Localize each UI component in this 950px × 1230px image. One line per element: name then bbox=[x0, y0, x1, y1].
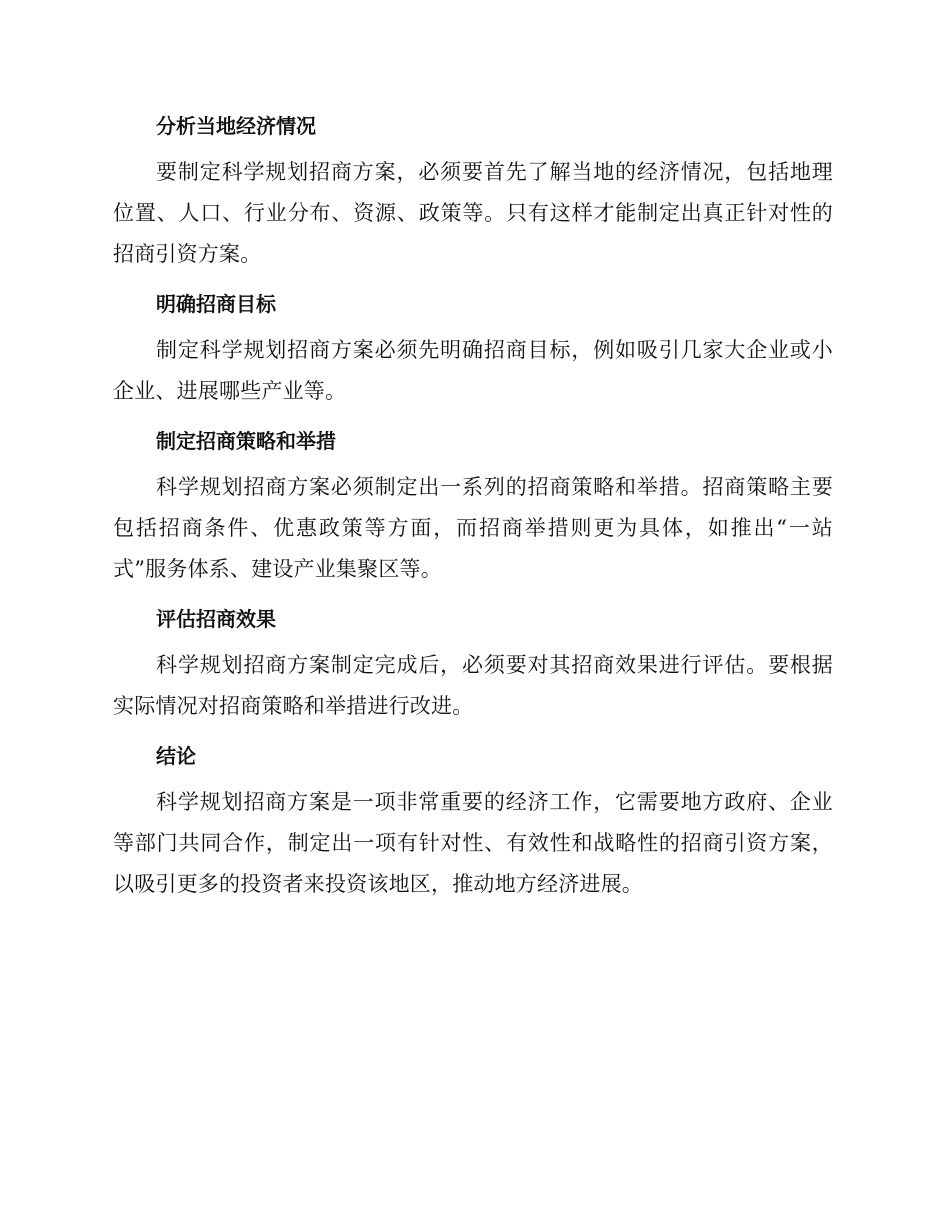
section-heading: 明确招商目标 bbox=[156, 292, 276, 316]
section-heading: 评估招商效果 bbox=[156, 607, 276, 631]
section-heading: 结论 bbox=[156, 744, 196, 768]
section-heading: 制定招商策略和举措 bbox=[156, 429, 336, 453]
section-strategy bbox=[113, 423, 833, 590]
section-evaluation bbox=[113, 601, 833, 727]
section-local-economy bbox=[113, 108, 833, 275]
section-paragraph: 制定科学规划招商方案必须先明确招商目标，例如吸引几家大企业或小企业、进展哪些产业等。 bbox=[113, 338, 833, 403]
section-heading: 分析当地经济情况 bbox=[156, 114, 316, 138]
section-paragraph: 科学规划招商方案制定完成后，必须要对其招商效果进行评估。要根据实际情况对招商策略和举措进行改进。 bbox=[113, 653, 833, 718]
section-paragraph: 要制定科学规划招商方案，必须要首先了解当地的经济情况，包括地理位置、人口、行业分布、资源、政策等。只有这样才能制定出真正针对性的招商引资方案。 bbox=[113, 160, 833, 266]
document-page bbox=[113, 108, 833, 916]
section-paragraph: 科学规划招商方案必须制定出一系列的招商策略和举措。招商策略主要包括招商条件、优惠政策等方面，而招商举措则更为具体，如推出“一站式”服务体系、建设产业集聚区等。 bbox=[113, 475, 833, 581]
section-goals bbox=[113, 286, 833, 412]
section-conclusion bbox=[113, 738, 833, 905]
section-paragraph: 科学规划招商方案是一项非常重要的经济工作，它需要地方政府、企业等部门共同合作，制定出一项有针对性、有效性和战略性的招商引资方案，以吸引更多的投资者来投资该地区，推动地方经济进展。 bbox=[113, 790, 833, 896]
